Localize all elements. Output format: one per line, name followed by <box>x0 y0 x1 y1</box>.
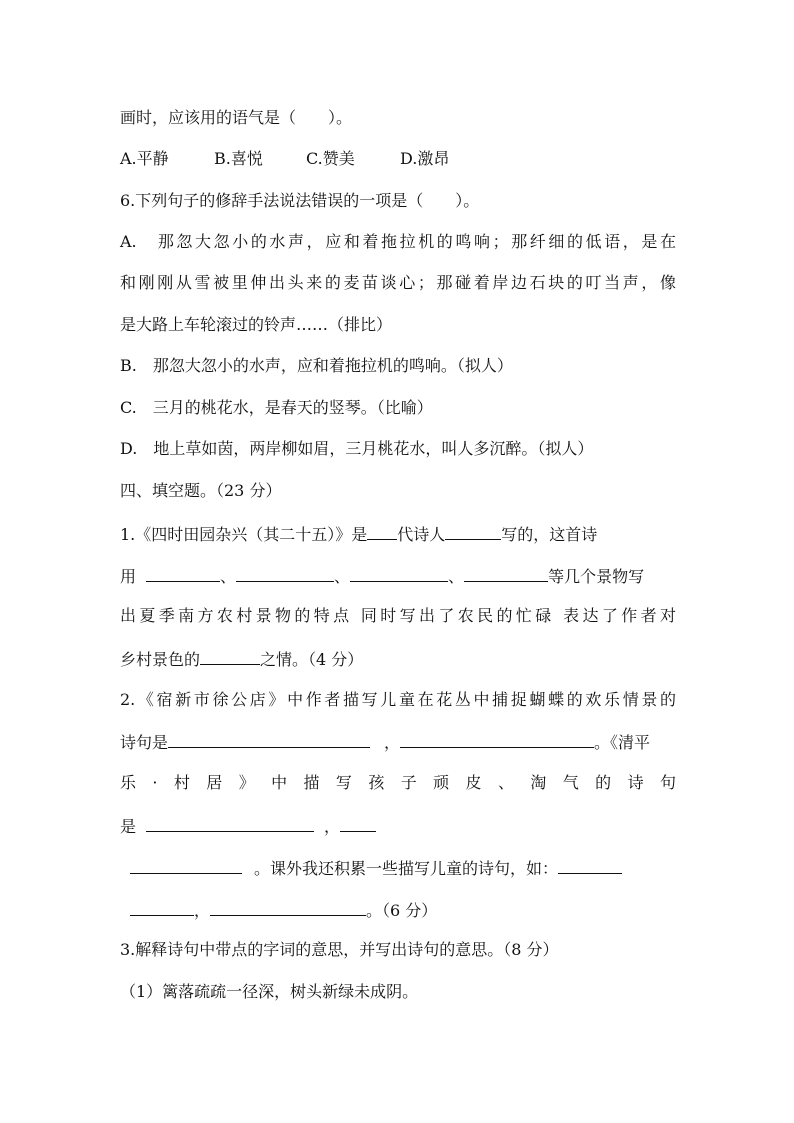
fill2-blank-3[interactable] <box>146 813 314 832</box>
q6-option-b: B. 那忽大忽小的水声，应和着拖拉机的鸣响。（拟人） <box>120 356 513 375</box>
fill2-blank-6[interactable] <box>210 897 366 916</box>
fill1-blank-scene3[interactable] <box>350 563 448 582</box>
fill2-text-d: 。课外我还积累一些描写儿童的诗句，如： <box>254 859 559 878</box>
fill1-sep-3: 、 <box>448 567 465 586</box>
fill2-line3 <box>120 771 676 795</box>
fill2-l3-char: 诗 <box>627 773 644 792</box>
fill2-comma-3: ， <box>194 901 211 920</box>
fill1-text-d: 等几个景物写 <box>548 567 645 586</box>
fill1-blank-dynasty[interactable] <box>367 521 397 540</box>
fill2-line5 <box>130 855 676 881</box>
fill3-sub1: （1）篱落疏疏一径深，树头新绿未成阴。 <box>120 982 419 1001</box>
fill2-l3-char: 气 <box>562 773 579 792</box>
fill2-l3-char: 村 <box>173 773 190 792</box>
fill1-text-e: 乡村景色的 <box>120 650 201 669</box>
fill1-text-f: 之情。（4 分） <box>260 650 364 669</box>
fill1-blank-scene1[interactable] <box>146 563 220 582</box>
fill2-blank-4-end[interactable] <box>130 855 242 874</box>
fill2-text-c: 是 <box>120 817 137 836</box>
fill2-l3-char: 孩 <box>368 773 385 792</box>
fill2-l3-char: 句 <box>659 773 676 792</box>
fill2-l3-char: 皮 <box>465 773 482 792</box>
fill2-l3-char: 中 <box>271 773 288 792</box>
q6-option-a-line2: 和刚刚从雪被里伸出头来的麦苗谈心；那碰着岸边石块的叮当声，像 <box>120 273 676 292</box>
fill2-l3-char: 的 <box>595 773 612 792</box>
q6-option-d: D. 地上草如茵，两岸柳如眉，三月桃花水，叫人多沉醉。（拟人） <box>120 439 594 458</box>
fill1-blank-scene4[interactable] <box>464 563 548 582</box>
fill3-stem: 3.解释诗句中带点的字词的意思，并写出诗句的意思。（8 分） <box>120 940 559 959</box>
fill2-blank-4-start[interactable] <box>340 813 376 832</box>
fill2-line6 <box>130 897 676 923</box>
q6-stem: 6.下列句子的修辞手法说法错误的一项是（ ）。 <box>120 191 480 210</box>
fill2-l3-char: 、 <box>497 773 514 792</box>
fill2-l3-char: 乐 <box>120 773 137 792</box>
fill2-l3-char: 顽 <box>433 773 450 792</box>
q5-options <box>120 147 676 171</box>
fill2-text-a: 诗句是 <box>120 733 169 752</box>
q5-stem-continuation: 画时，应该用的语气是（ ）。 <box>120 108 353 127</box>
fill2-blank-1[interactable] <box>168 729 370 748</box>
fill2-l3-char: 淘 <box>530 773 547 792</box>
fill1-blank-poet[interactable] <box>445 521 501 540</box>
fill2-blank-5-end[interactable] <box>130 897 194 916</box>
fill1-sep-1: 、 <box>220 567 237 586</box>
fill1-text-a: 1.《四时田园杂兴（其二十五）》是 <box>120 525 368 544</box>
fill2-l3-char: 居 <box>206 773 223 792</box>
q6-option-a-line3: 是大路上车轮滚过的铃声……（排比） <box>120 315 393 334</box>
fill1-line3: 出夏季南方农村景物的特点 同时写出了农民的忙碌 表达了作者对 <box>120 606 676 625</box>
fill1-blank-scene2[interactable] <box>236 563 334 582</box>
fill2-text-e: 。（6 分） <box>366 901 438 920</box>
fill2-comma-1: ， <box>384 733 401 752</box>
fill2-l3-char: · <box>152 773 158 792</box>
section-heading: 四、填空题。（23 分） <box>120 481 282 500</box>
fill2-comma-2: ， <box>324 817 341 836</box>
q6-option-c: C. 三月的桃花水，是春天的竖琴。（比喻） <box>120 398 433 417</box>
fill2-blank-2[interactable] <box>400 729 594 748</box>
fill1-line2 <box>120 563 676 589</box>
fill1-sep-2: 、 <box>334 567 351 586</box>
fill1-text-c: 写的，这首诗 <box>501 525 598 544</box>
fill2-line4 <box>120 813 676 839</box>
fill2-l3-char: 描 <box>303 773 320 792</box>
fill2-blank-5-start[interactable] <box>558 855 622 874</box>
q5-option-c: C.赞美 <box>306 149 355 168</box>
fill2-l3-char: 写 <box>335 773 352 792</box>
fill2-l3-char: 子 <box>400 773 417 792</box>
fill2-line1: 2.《宿新市徐公店》中作者描写儿童在花丛中捕捉蝴蝶的欢乐情景的 <box>120 690 676 709</box>
q5-option-b: B.喜悦 <box>214 149 263 168</box>
fill2-l3-char: 》 <box>238 773 255 792</box>
q6-option-a-line1: A. 那忽大忽小的水声，应和着拖拉机的鸣响；那纤细的低语，是在 <box>120 232 676 251</box>
q5-option-a: A.平静 <box>120 149 169 168</box>
fill1-text-use: 用 <box>120 567 137 586</box>
fill1-text-b: 代诗人 <box>397 525 446 544</box>
fill2-line2 <box>120 729 676 755</box>
fill1-line4 <box>120 646 676 672</box>
fill2-text-b: 。《清平 <box>594 733 651 752</box>
fill1-blank-feeling[interactable] <box>200 646 260 665</box>
fill1-line1 <box>120 521 676 547</box>
q5-option-d: D.激昂 <box>400 149 450 168</box>
